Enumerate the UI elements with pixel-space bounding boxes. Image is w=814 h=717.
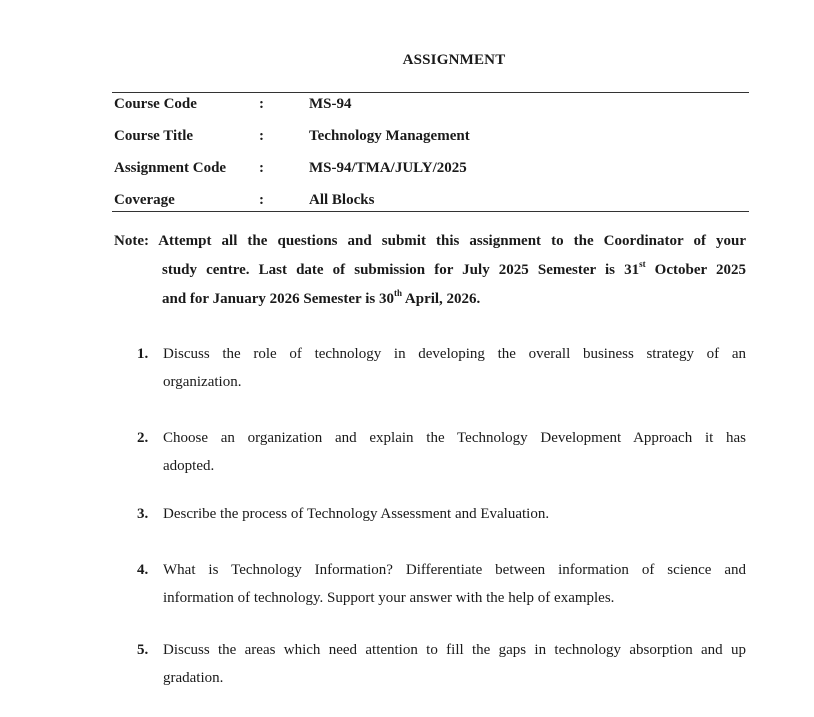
meta-label: Course Title	[114, 128, 194, 144]
meta-row-coverage	[114, 192, 744, 212]
question-3	[137, 500, 746, 528]
question-2	[137, 424, 746, 480]
page-title: ASSIGNMENT	[402, 52, 506, 68]
question-1	[137, 340, 746, 396]
meta-colon: :	[259, 96, 264, 112]
bottom-divider	[112, 211, 749, 212]
question-text-line: gradation.	[163, 670, 224, 686]
question-text-line: Choose an organization and explain the Technology Development Approach it has	[163, 430, 746, 446]
meta-colon: :	[259, 128, 264, 144]
question-number: 2.	[137, 430, 149, 446]
ordinal-suffix: th	[393, 288, 402, 298]
meta-value: All Blocks	[309, 192, 375, 208]
question-4	[137, 556, 746, 612]
meta-row-course-code	[114, 96, 744, 116]
meta-colon: :	[259, 192, 264, 208]
question-number: 1.	[137, 346, 149, 362]
ordinal-suffix: st	[639, 259, 646, 269]
question-5	[137, 636, 746, 692]
question-number: 4.	[137, 562, 149, 578]
meta-label: Coverage	[114, 192, 175, 208]
note-line-2-text: study centre. Last date of submission for July 2025 Semester is 31	[162, 262, 640, 278]
question-text-line: Discuss the role of technology in developing the overall business strategy of an	[163, 346, 746, 362]
submission-note	[114, 227, 746, 314]
note-line-3-tail: April, 2026.	[401, 291, 481, 307]
meta-value: MS-94/TMA/JULY/2025	[309, 160, 467, 176]
question-number: 3.	[137, 506, 149, 522]
meta-row-assignment-code	[114, 160, 744, 180]
note-line-2-tail: October 2025	[645, 262, 746, 278]
note-line-3	[162, 285, 746, 314]
question-text-line: adopted.	[163, 458, 215, 474]
meta-label: Assignment Code	[114, 160, 227, 176]
top-divider	[112, 92, 749, 93]
question-text-line: organization.	[163, 374, 242, 390]
meta-colon: :	[259, 160, 264, 176]
question-text-line: Describe the process of Technology Assessment and Evaluation.	[163, 506, 550, 522]
question-text-line: Discuss the areas which need attention to fill the gaps in technology absorption and up	[163, 642, 746, 658]
meta-row-course-title	[114, 128, 744, 148]
meta-value: MS-94	[309, 96, 352, 112]
question-text-line: information of technology. Support your answer with the help of examples.	[163, 590, 615, 606]
question-number: 5.	[137, 642, 149, 658]
note-line-1: Note: Attempt all the questions and submit this assignment to the Coordinator of your	[114, 233, 746, 249]
meta-label: Course Code	[114, 96, 197, 112]
note-line-2	[162, 256, 746, 285]
question-text-line: What is Technology Information? Differentiate between information of science and	[163, 562, 746, 578]
meta-value: Technology Management	[309, 128, 470, 144]
note-line-3-text: and for January 2026 Semester is 30	[162, 291, 394, 307]
